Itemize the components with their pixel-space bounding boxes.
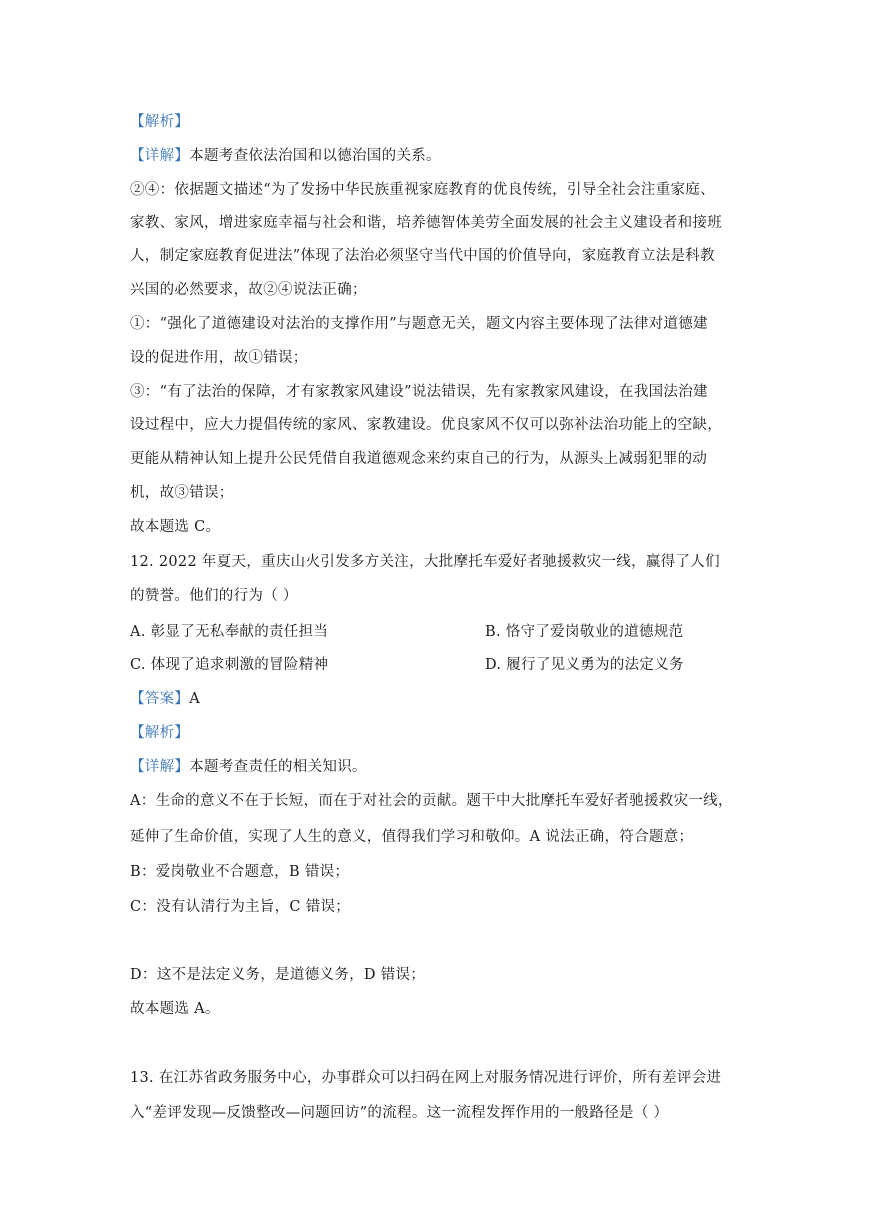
paragraph-line: 更能从精神认知上提升公民凭借自我道德观念来约束自己的行为，从源头上减弱犯罪的动 <box>130 451 708 467</box>
paragraph-line: A：生命的意义不在于长短，而在于对社会的贡献。题干中大批摩托车爱好者驰援救灾一线， <box>130 793 733 809</box>
paragraph-line: ①：“强化了道德建设对法治的支撑作用”与题意无关，题文内容主要体现了法律对道德建 <box>130 316 708 332</box>
paragraph-line: 人，制定家庭教育促进法”体现了法治必须坚守当代中国的价值导向，家庭教育立法是科教 <box>130 248 715 264</box>
paragraph-line: ②④：依据题文描述“为了发扬中华民族重视家庭教育的优良传统，引导全社会注重家庭、 <box>130 182 715 198</box>
analysis-tag: 【解析】 <box>130 725 190 741</box>
conclusion: 故本题选 A。 <box>130 1001 220 1017</box>
option-a: A. 彰显了无私奉献的责任担当 <box>130 624 329 640</box>
detail-line <box>130 146 740 166</box>
question-stem: 12. 2022 年夏天，重庆山火引发多方关注，大批摩托车爱好者驰援救灾一线，赢得了人们 <box>130 554 720 570</box>
option-b: B. 恪守了爱岗敬业的道德规范 <box>485 624 684 640</box>
detail-line <box>130 757 740 777</box>
detail-text: 本题考查责任的相关知识。 <box>189 759 367 775</box>
option-c: C. 体现了追求刺激的冒险精神 <box>130 657 329 673</box>
detail-tag: 【详解】 <box>130 148 190 164</box>
answer-line <box>130 689 740 709</box>
option-d: D. 履行了见义勇为的法定义务 <box>485 657 684 673</box>
paragraph-line: ③：“有了法治的保障，才有家教家风建设”说法错误，先有家教家风建设，在我国法治建 <box>130 384 708 400</box>
paragraph-line: C：没有认清行为主旨，C 错误； <box>130 899 351 915</box>
conclusion: 故本题选 C。 <box>130 519 221 535</box>
answer-tag: 【答案】 <box>130 691 190 707</box>
paragraph-line: 延伸了生命价值，实现了人生的意义，值得我们学习和敬仰。A 说法正确，符合题意； <box>130 829 694 845</box>
paragraph-line: 兴国的必然要求，故②④说法正确； <box>130 282 367 298</box>
detail-tag: 【详解】 <box>130 759 190 775</box>
analysis-tag: 【解析】 <box>130 114 190 130</box>
question-stem: 的赞誉。他们的行为（ ） <box>130 588 298 604</box>
question-stem: 13. 在江苏省政务服务中心，办事群众可以扫码在网上对服务情况进行评价，所有差评会进 <box>130 1070 722 1086</box>
paragraph-line: 设过程中，应大力提倡传统的家风、家教建设。优良家风不仅可以弥补法治功能上的空缺， <box>130 417 722 433</box>
paragraph-line: D：这不是法定义务，是道德义务，D 错误； <box>130 967 426 983</box>
paragraph-line: B：爱岗敬业不合题意，B 错误； <box>130 864 350 880</box>
paragraph-line: 家教、家风，增进家庭幸福与社会和谐，培养德智体美劳全面发展的社会主义建设者和接班 <box>130 215 722 231</box>
answer-value: A <box>189 691 200 707</box>
paragraph-line: 设的促进作用，故①错误； <box>130 350 308 366</box>
question-stem: 入“差评发现—反馈整改—问题回访”的流程。这一流程发挥作用的一般路径是（ ） <box>130 1105 669 1121</box>
paragraph-line: 机，故③错误； <box>130 485 234 501</box>
detail-text: 本题考查依法治国和以德治国的关系。 <box>189 148 441 164</box>
